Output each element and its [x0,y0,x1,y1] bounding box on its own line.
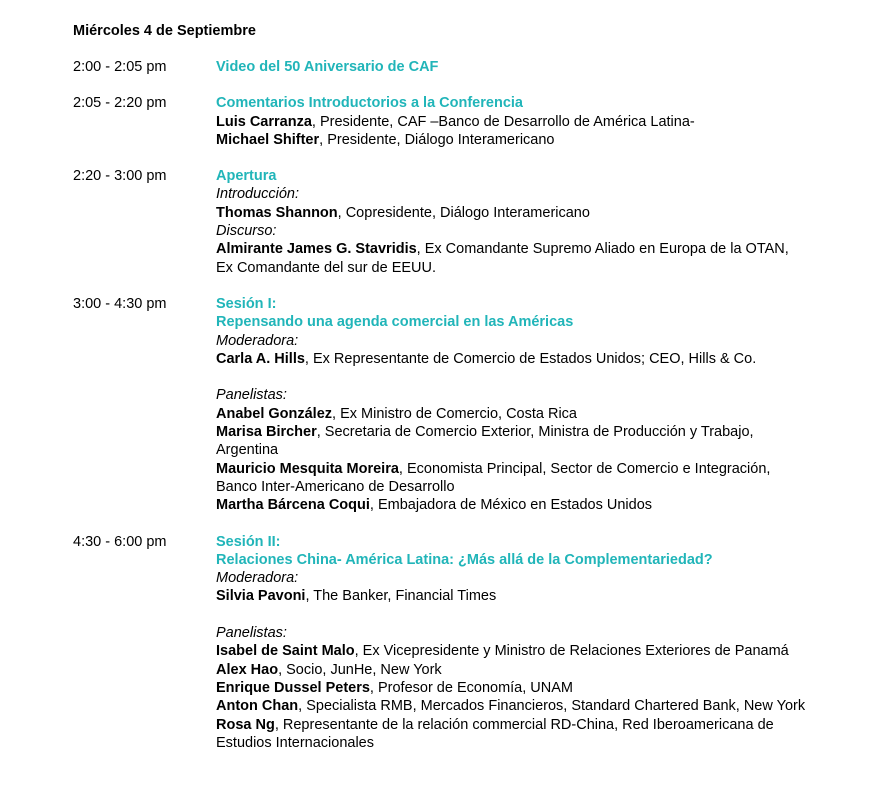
participant-line [216,587,873,605]
participant-role: , Economista Principal, Sector de Comercio e Integración, [398,460,771,477]
participant-role: , Socio, JunHe, New York [278,661,442,678]
session-time: 2:00 - 2:05 pm [73,59,167,75]
participant-line [216,661,873,679]
session-title: Comentarios Introductorios a la Conferencia [216,95,523,112]
participant-line [216,204,873,222]
participant-role: , The Banker, Financial Times [305,588,497,605]
session-title: Relaciones China- América Latina: ¿Más allá de la Complementariedad? [216,551,713,568]
participant-line [216,460,873,478]
session-time: 3:00 - 4:30 pm [73,295,167,312]
day-heading: Miércoles 4 de Septiembre [73,23,256,39]
participant-name: Isabel de Saint Malo [216,643,355,660]
participant-name: Enrique Dussel Peters [216,679,370,696]
participant-line [216,679,873,697]
session-title: Apertura [216,168,277,185]
session-time: 2:05 - 2:20 pm [73,95,167,112]
participant-line [216,697,873,715]
participant-line [216,496,873,514]
participant-name: Marisa Bircher [216,424,317,441]
participant-role: , Specialista RMB, Mercados Financieros, Standard Chartered Bank, New York [298,698,806,715]
session-content [216,533,873,753]
participant-line [216,423,873,441]
participant-name: Carla A. Hills [216,350,305,367]
participant-line [216,240,873,258]
participant-line [216,350,873,368]
participant-role: , Ex Vicepresidente y Ministro de Relaciones Exteriores de Panamá [354,643,789,660]
role-label: Panelistas: [216,387,287,404]
participant-role: , Presidente, CAF –Banco de Desarrollo de América Latina- [311,113,695,130]
session-content [216,94,873,149]
agenda-session [73,295,873,515]
agenda-page [73,22,873,770]
participant-line [216,131,873,149]
agenda-session [73,167,873,277]
participant-name: Silvia Pavoni [216,588,306,605]
participant-role: , Ex Ministro de Comercio, Costa Rica [332,405,577,422]
participant-name: Thomas Shannon [216,204,338,221]
participant-name: Martha Bárcena Coqui [216,497,370,514]
participant-role: , Embajadora de México en Estados Unidos [369,497,653,514]
session-title: Sesión II: [216,533,281,550]
session-title: Repensando una agenda comercial en las Américas [216,314,574,331]
continuation-text: Ex Comandante del sur de EEUU. [216,259,437,276]
session-content [216,295,873,515]
agenda-session [73,94,873,149]
role-label: Panelistas: [216,625,287,642]
participant-role: , Secretaria de Comercio Exterior, Ministra de Producción y Trabajo, [316,424,754,441]
continuation-text: Argentina [216,442,279,459]
participant-name: Anton Chan [216,698,299,715]
role-label: Moderadora: [216,570,299,587]
role-label: Moderadora: [216,332,299,349]
participant-name: Mauricio Mesquita Moreira [216,460,399,477]
agenda-session [73,533,873,753]
participant-name: Luis Carranza [216,113,312,130]
session-time: 2:20 - 3:00 pm [73,168,167,185]
participant-role: , Profesor de Economía, UNAM [369,679,573,696]
role-label: Discurso: [216,223,277,240]
participant-name: Alex Hao [216,661,279,678]
participant-line [216,405,873,423]
participant-name: Anabel González [216,405,333,422]
continuation-text: Banco Inter-Americano de Desarrollo [216,478,455,495]
session-time: 4:30 - 6:00 pm [73,533,167,550]
spacer [216,368,873,386]
participant-role: , Ex Comandante Supremo Aliado en Europa de la OTAN, [416,241,789,258]
participant-line [216,716,873,734]
participant-name: Rosa Ng [216,716,275,733]
agenda-session [73,58,873,76]
participant-line [216,113,873,131]
session-title: Sesión I: [216,295,277,312]
participant-role: , Copresidente, Diálogo Interamericano [337,204,590,221]
participant-name: Michael Shifter [216,131,320,148]
participant-role: , Presidente, Diálogo Interamericano [319,131,555,148]
participant-name: Almirante James G. Stavridis [216,241,417,258]
participant-role: , Ex Representante de Comercio de Estados Unidos; CEO, Hills & Co. [304,350,757,367]
session-content [216,167,873,277]
continuation-text: Estudios Internacionales [216,734,374,751]
session-title: Video del 50 Aniversario de CAF [216,59,439,75]
spacer [216,606,873,624]
session-content [216,58,873,76]
participant-role: , Representante de la relación commercial RD-China, Red Iberoamericana de [274,716,774,733]
participant-line [216,642,873,660]
role-label: Introducción: [216,186,300,203]
session-list [73,58,873,752]
